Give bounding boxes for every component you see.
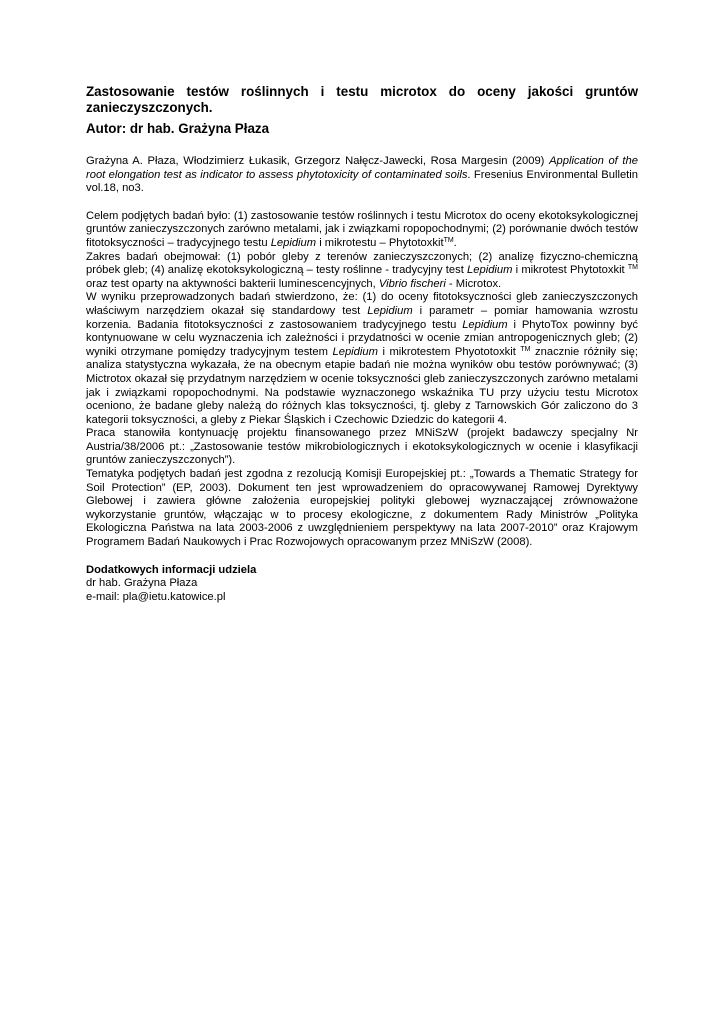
- species-name: Lepidium: [467, 264, 513, 277]
- citation: [86, 155, 638, 196]
- text-run: Celem podjętych badań było: (1) zastosowanie testów roślinnych i testu Microtox do oceny ekotoksykologicznej gruntów zanieczyszczonych zarówno metalami, jak i związkami ropopochodnymi; (2) porównanie dwóch testów fitotoksyczności – tradycyjnego testu: [86, 209, 638, 249]
- species-name: Lepidium: [462, 318, 508, 331]
- text-run: - Microtox.: [445, 277, 502, 290]
- contact-block: [86, 564, 638, 605]
- text-run: oraz test oparty na aktywności bakterii luminescencyjnych,: [86, 277, 379, 290]
- text-run: i mikrotest Phytotoxkit: [512, 264, 628, 277]
- text-run: znacznie różniły się; analiza statystyczna wykazała, że na obecnym etapie badań nie można wyników obu testów porównywać; (3) Mictrotox okazał się przydatnym narzędziem w ocenie toksyczności gleb zanieczyszczonych zarówno metalami jak i związkami ropopochodnymi. Na podstawie wyznaczonego wskaźnika TU przy użyciu testu Microtox oceniono, że badane gleby należą do różnych klas toksyczności, tj. gleby z Tarnowskich Gór zaliczono do 3 kategorii toksyczności, a gleby z Piekar Śląskich i Czechowic Dziedzic do kategorii 4.: [86, 345, 638, 426]
- species-name: Vibrio fischeri: [378, 277, 446, 290]
- text-run: i PhytoTox powinny być kontynuowane w celu wyznaczenia ich zależności i przydatności w ocenie zmian antropogenicznych gleb; (2) wyniki otrzymane pomiędzy tradycyjnym testem: [86, 318, 639, 358]
- species-name: Lepidium: [332, 345, 378, 358]
- contact-email[interactable]: e-mail: pla@ietu.katowice.pl: [86, 590, 226, 603]
- paragraph-funding: Praca stanowiła kontynuację projektu finansowanego przez MNiSzW (projekt badawczy specjalny Nr Austria/38/2006 pt.: „Zastosowanie testów mikrobiologicznych i ekotoksykologicznych w ocenie i klasyfikacji gruntów zanieczyszczonych”).: [86, 427, 638, 467]
- document-title: Zastosowanie testów roślinnych i testu microtox do oceny jakości gruntów zanieczyszczonych.: [86, 84, 638, 115]
- author-line: Autor: dr hab. Grażyna Płaza: [86, 121, 270, 136]
- citation-journal: . Fresenius Environmental Bulletin vol.18, no3.: [86, 168, 638, 195]
- paragraph-scope: [86, 251, 638, 292]
- citation-authors: Grażyna A. Płaza, Włodzimierz Łukasik, Grzegorz Nałęcz-Jawecki, Rosa Margesin (2009): [86, 155, 550, 167]
- contact-name: dr hab. Grażyna Płaza: [86, 577, 198, 590]
- paragraph-results: [86, 291, 638, 427]
- paragraph-context: Tematyka podjętych badań jest zgodna z rezolucją Komisji Europejskiej pt.: „Towards a Thematic Strategy for Soil Protection” (EP, 2003). Dokument ten jest wprowadzeniem do opracowywanej Ramowej Dyrektywy Glebowej i zawiera główne założenia europejskiej polityki glebowej wyznaczającej zrównoważone wykorzystanie gruntów, włączając w to procesy ekologiczne, z dokumentem Rady Ministrów „Polityka Ekologiczna Państwa na lata 2003-2006 z uwzględnieniem perspektywy na lata 2007-2010” oraz Krajowym Programem Badań Naukowych i Prac Rozwojowych opracowanym przez MNiSzW (2008).: [86, 468, 638, 549]
- citation-article-title: Application of the root elongation test as indicator to assess phytotoxicity of contaminated soils: [86, 155, 638, 181]
- text-run: .: [453, 236, 457, 249]
- text-run: Zakres badań obejmował: (1) pobór gleby z terenów zanieczyszczonych; (2) analizę fizyczno-chemiczną próbek gleb; (4) analizę ekotoksykologiczną – testy roślinne - tradycyjny test: [86, 250, 638, 277]
- trademark-mark: TM: [443, 236, 454, 244]
- body-text: [86, 210, 638, 550]
- document-page: [86, 84, 638, 604]
- text-run: W wyniku przeprowadzonych badań stwierdzono, że: (1) do oceny fitotoksyczności gleb zanieczyszczonych właściwym narzędziem okazał się standardowy test: [86, 291, 638, 317]
- paragraph-aims: [86, 210, 638, 251]
- trademark-mark: TM: [520, 345, 531, 353]
- trademark-mark: TM: [627, 264, 638, 272]
- species-name: Lepidium: [270, 236, 317, 249]
- text-run: i mikrotestem Phyototoxkit: [377, 345, 521, 358]
- text-run: i mikrotestu – Phytotoxkit: [316, 236, 444, 249]
- text-run: i parametr – pomiar hamowania wzrostu korzenia. Badania fitotoksyczności z zastosowaniem tradycyjnego testu: [86, 304, 638, 331]
- contact-heading: Dodatkowych informacji udziela: [86, 563, 257, 576]
- species-name: Lepidium: [367, 304, 413, 317]
